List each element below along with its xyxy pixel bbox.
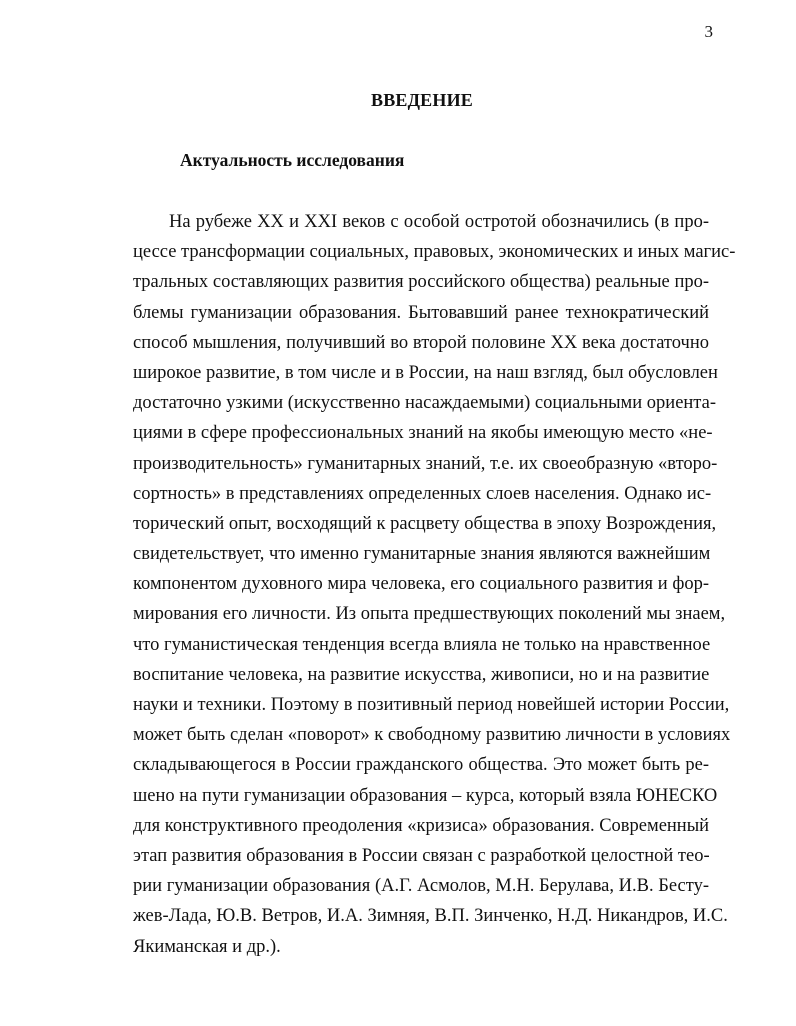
paragraph-line: циями в сфере профессиональных знаний на якобы имеющую место «не- [133,423,713,444]
paragraph-line: мирования его личности. Из опыта предшествующих поколений мы знаем, [133,604,726,625]
paragraph-line: жев-Лада, Ю.В. Ветров, И.А. Зимняя, В.П. Зинченко, Н.Д. Никандров, И.С. [133,906,728,927]
paragraph-line: достаточно узкими (искусственно насаждаемыми) социальными ориента- [133,393,716,414]
paragraph-line: шено на пути гуманизации образования – курса, который взяла ЮНЕСКО [133,785,718,806]
paragraph-line: науки и техники. Поэтому в позитивный период новейшей истории России, [133,695,730,715]
paragraph-line: воспитание человека, на развитие искусства, живописи, но и на развитие [133,664,710,685]
paragraph-line: цессе трансформации социальных, правовых, экономических и иных магис- [133,242,736,263]
paragraph-line: тральных составляющих развития российского общества) реальные про- [133,272,709,293]
paragraph-line: сортность» в представлениях определенных слоев населения. Однако ис- [133,483,712,504]
paragraph-line: что гуманистическая тенденция всегда влияла не только на нравственное [133,634,711,655]
paragraph-line: свидетельствует, что именно гуманитарные знания являются важнейшим [133,544,711,565]
paragraph-line: способ мышления, получивший во второй половине XX века достаточно [133,332,709,353]
paragraph-line: может быть сделан «поворот» к свободному развитию личности в условиях [133,725,731,746]
paragraph-line: рии гуманизации образования (А.Г. Асмолов, М.Н. Берулава, И.В. Бесту- [133,876,709,897]
paragraph-line: торический опыт, восходящий к расцвету общества в эпоху Возрождения, [133,513,717,534]
paragraph-line: складывающегося в России гражданского общества. Это может быть ре- [133,755,709,776]
section-title: ВВЕДЕНИЕ [370,90,473,110]
paragraph-line: блемы гуманизации образования. Бытовавший ранее технократический [133,302,709,323]
paragraph-line: компонентом духовного мира человека, его социального развития и фор- [133,574,709,595]
paragraph-line: широкое развитие, в том числе и в России, на наш взгляд, был обусловлен [133,362,718,383]
paragraph-line: для конструктивного преодоления «кризиса» образования. Современный [133,815,710,836]
section-subtitle: Актуальность исследования [180,150,405,170]
body-paragraph [133,207,736,962]
paragraph-line: На рубеже XX и XXI веков с особой остротой обозначились (в про- [169,212,709,232]
paragraph-line: Якиманская и др.). [133,936,281,957]
paragraph-line: этап развития образования в России связан с разработкой целостной тео- [133,845,710,866]
paragraph-line: производительность» гуманитарных знаний, т.е. их своеобразную «второ- [133,453,718,474]
page-number: 3 [704,22,713,41]
